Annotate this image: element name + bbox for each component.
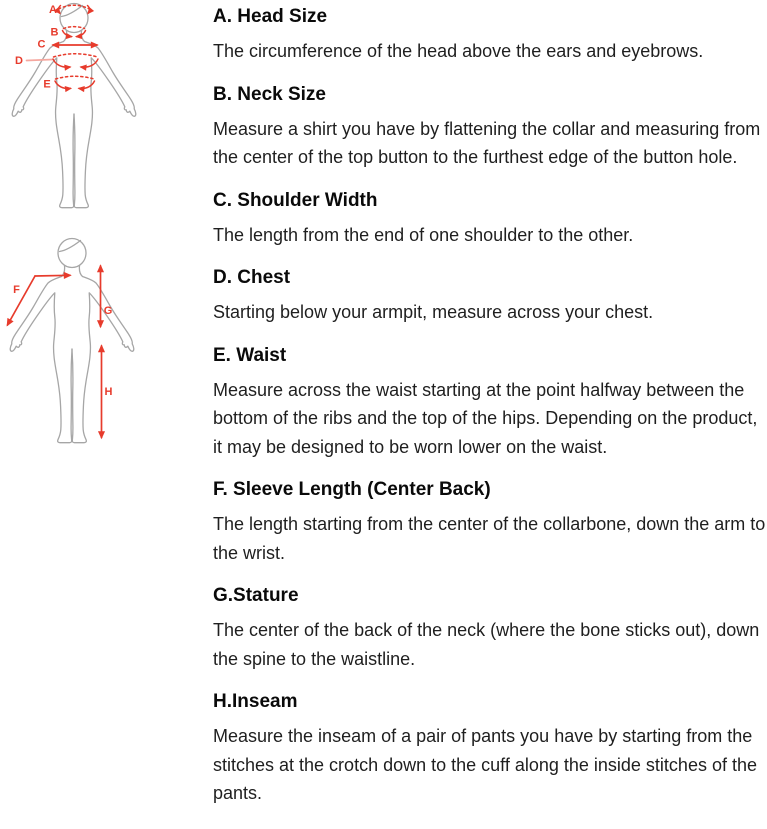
measure-b-neck bbox=[51, 27, 86, 39]
section-heading: C. Shoulder Width bbox=[213, 189, 378, 211]
measure-c-shoulder bbox=[38, 39, 97, 51]
section-stature bbox=[213, 584, 766, 673]
measure-label-e: E bbox=[43, 78, 51, 91]
section-body: The length starting from the center of the collarbone, down the arm to the wrist. bbox=[213, 514, 766, 563]
section-inseam bbox=[213, 690, 766, 808]
section-heading: B. Neck Size bbox=[213, 83, 326, 105]
measure-f-sleeve bbox=[8, 275, 71, 325]
section-chest bbox=[213, 266, 766, 327]
section-body: Measure across the waist starting at the point halfway between the bottom of the ribs and the top of the hips. Depending on the product, it may be designed to be worn lower on the waist. bbox=[213, 379, 758, 457]
section-heading: H.Inseam bbox=[213, 691, 298, 712]
measure-label-a: A bbox=[49, 4, 57, 16]
sleeve-arm-arrow bbox=[8, 276, 36, 325]
measurement-descriptions bbox=[213, 0, 766, 808]
chest-tape-right-arrow bbox=[81, 59, 98, 67]
chest-tape-dashed-arc bbox=[54, 54, 98, 57]
section-body: Measure the inseam of a pair of pants you have by starting from the stitches at the crotch down to the cuff along the inside stitches of the pants. bbox=[213, 726, 757, 803]
measure-label-d: D bbox=[15, 55, 23, 67]
section-head-size bbox=[213, 5, 766, 66]
chest-tape-left-arrow bbox=[53, 59, 70, 67]
diagram-column bbox=[0, 0, 210, 829]
section-body: The center of the back of the neck (where the bone sticks out), down the spine to the waistline. bbox=[213, 620, 760, 669]
section-body: The circumference of the head above the ears and eyebrows. bbox=[213, 41, 704, 61]
body-diagram-circumference-measurements bbox=[0, 0, 210, 220]
section-heading: E. Waist bbox=[213, 344, 287, 366]
measure-label-g: G bbox=[103, 305, 113, 317]
body-outline-figure bbox=[10, 239, 134, 443]
neck-tape-dashed-arc bbox=[64, 27, 85, 29]
measure-h-inseam bbox=[102, 346, 113, 438]
waist-tape-dashed-arc bbox=[56, 76, 95, 79]
section-body: Measure a shirt you have by flattening the collar and measuring from the center of the top button to the furthest edge of the button hole. bbox=[213, 118, 761, 167]
sleeve-collarbone-arrow bbox=[35, 275, 70, 276]
measure-label-c: C bbox=[37, 38, 46, 51]
measure-label-b: B bbox=[50, 26, 59, 39]
measure-label-h: H bbox=[104, 386, 113, 398]
body-diagram-length-measurements bbox=[0, 225, 210, 460]
waist-tape-right-arrow bbox=[79, 81, 95, 89]
section-neck-size bbox=[213, 83, 766, 172]
body-outline-figure bbox=[12, 4, 136, 208]
section-heading: G.Stature bbox=[213, 585, 299, 606]
measure-e-waist bbox=[43, 76, 94, 90]
section-heading: F. Sleeve Length (Center Back) bbox=[213, 479, 491, 500]
section-body: The length from the end of one shoulder to the other. bbox=[213, 224, 634, 245]
measure-g-stature bbox=[101, 266, 113, 327]
section-body: Starting below your armpit, measure across your chest. bbox=[213, 302, 654, 322]
measure-label-f: F bbox=[13, 284, 20, 296]
section-sleeve-length bbox=[213, 478, 766, 567]
section-heading: D. Chest bbox=[213, 267, 291, 288]
chest-leader-line bbox=[27, 60, 53, 61]
section-waist bbox=[213, 344, 766, 462]
section-shoulder-width bbox=[213, 189, 766, 250]
section-heading: A. Head Size bbox=[213, 6, 328, 27]
